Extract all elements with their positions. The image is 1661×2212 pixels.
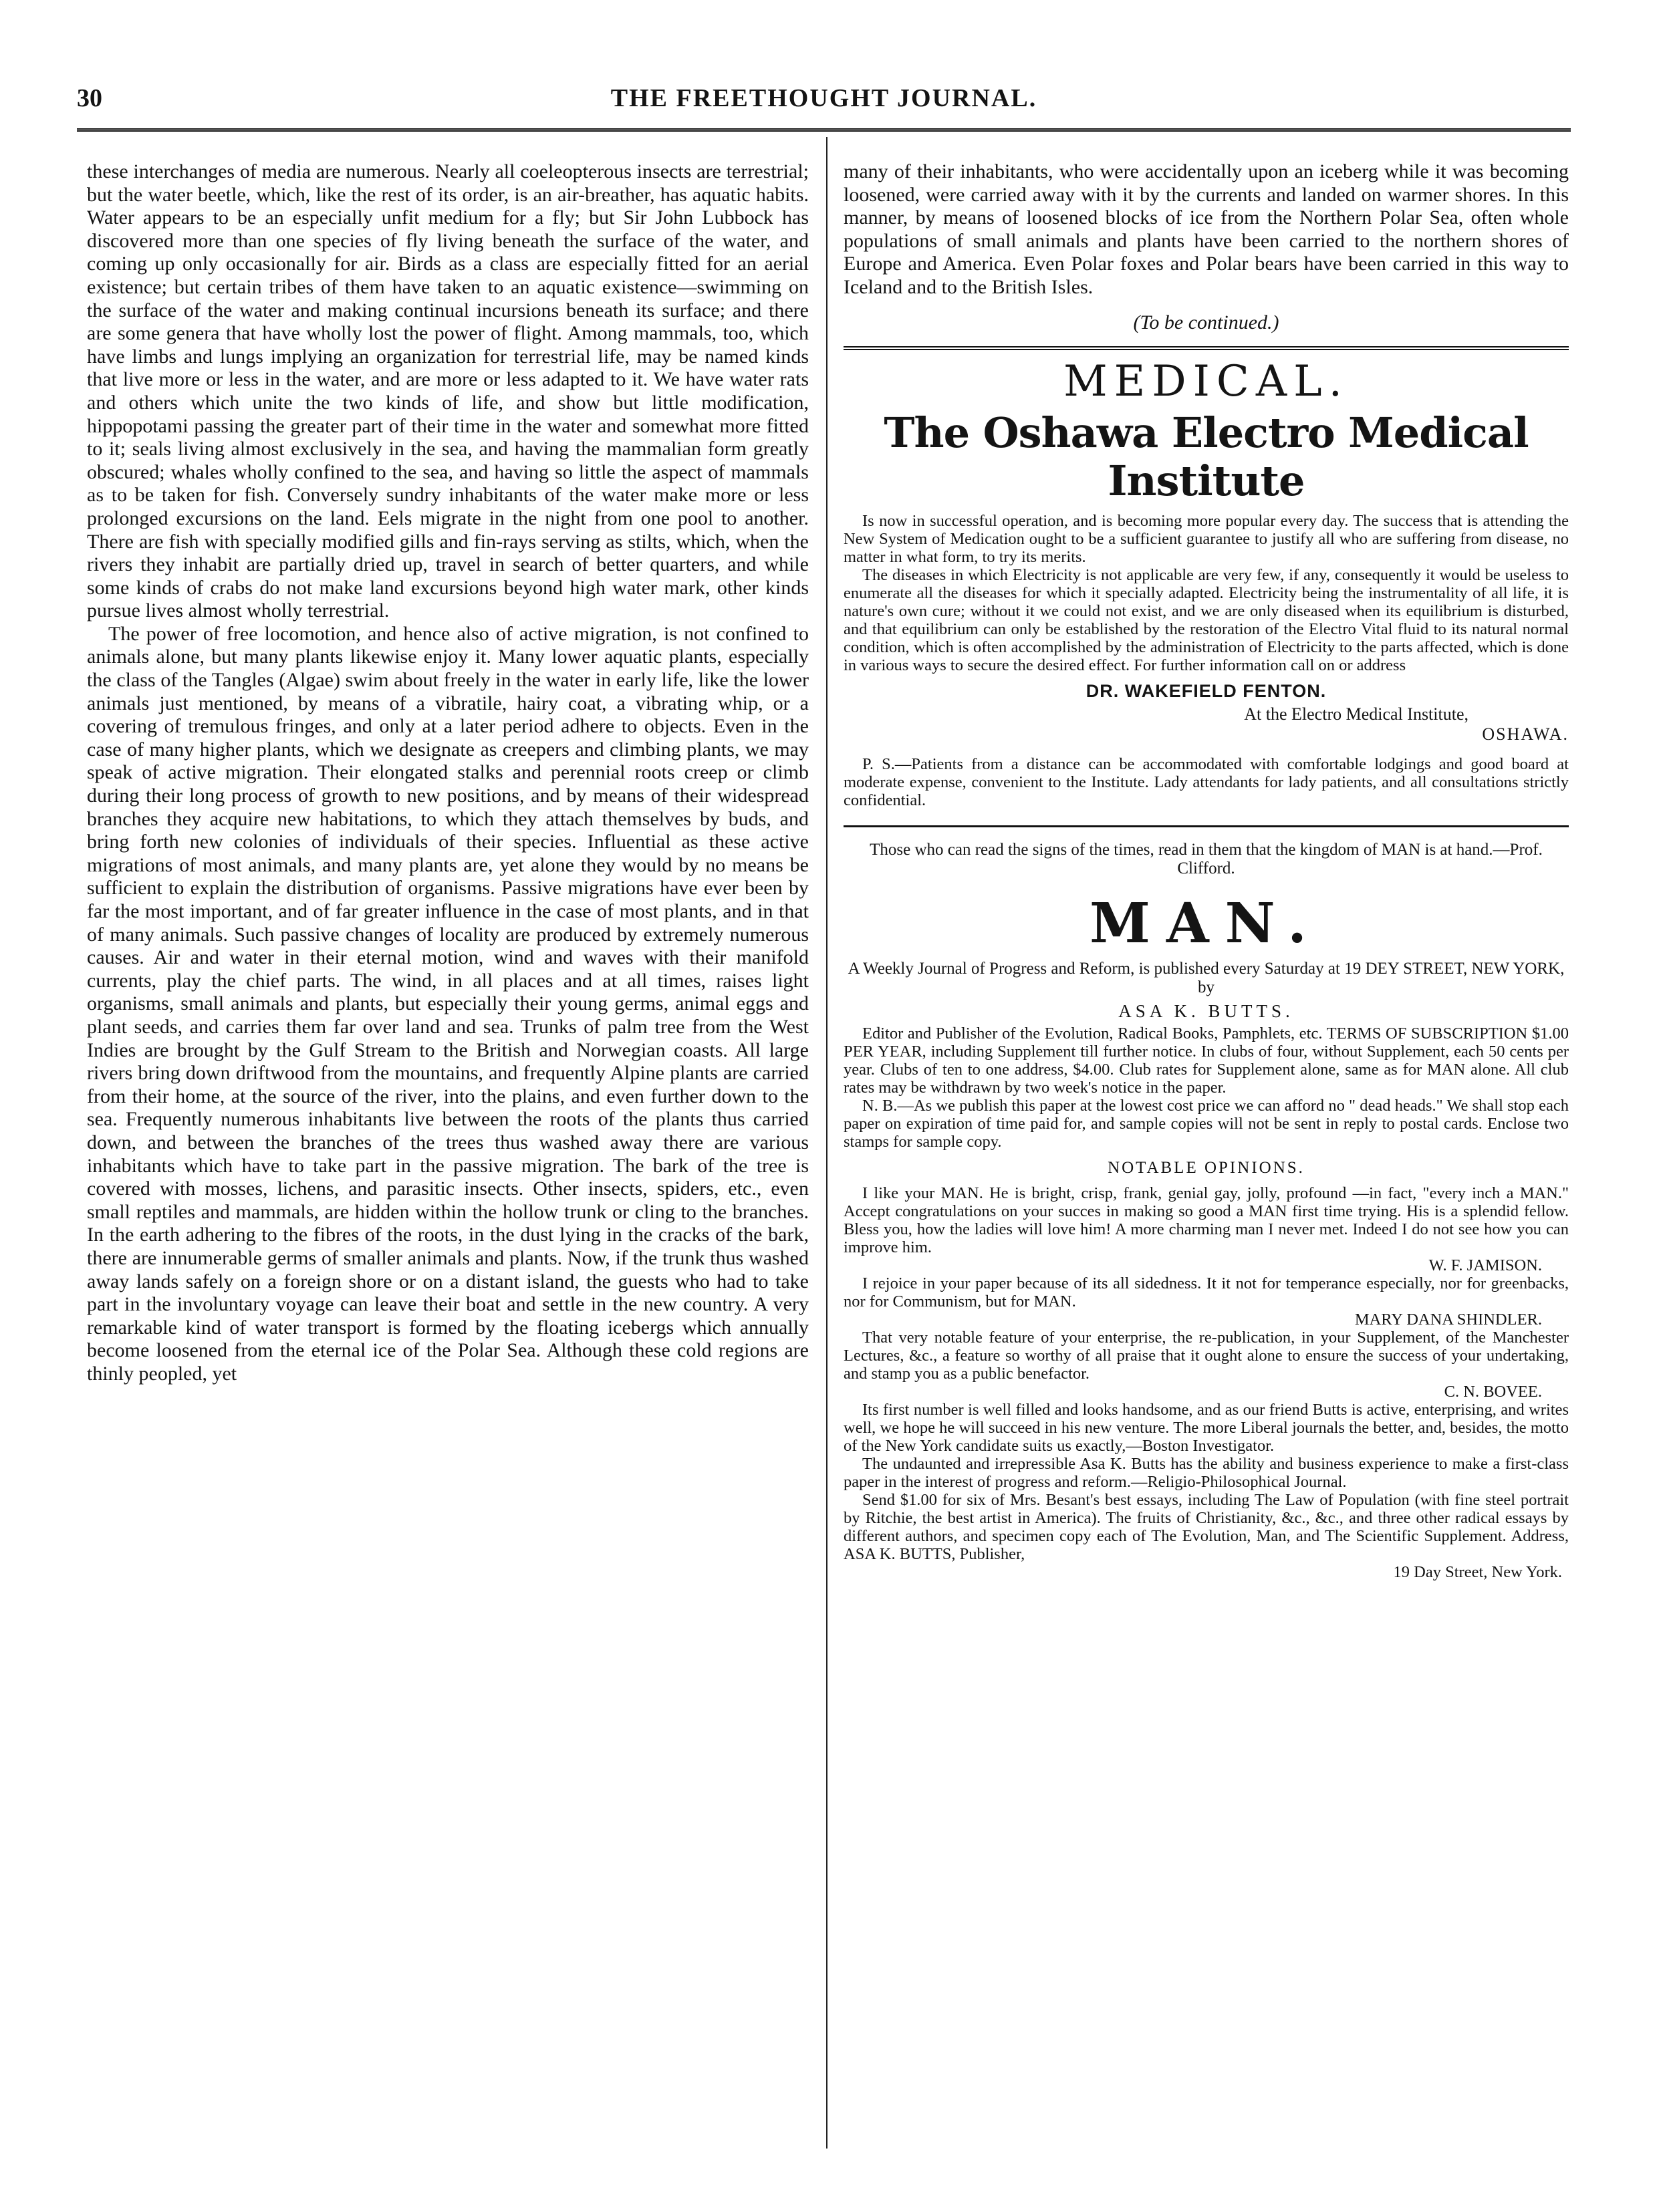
to-be-continued: (To be continued.) — [1133, 311, 1279, 333]
article-continuation: many of their inhabitants, who were accidentally upon an iceberg while it was becoming loosened, were carried away with it by the currents and landed on warmer shores. In this manner, by means of loosened blocks of ice from the Northern Polar Sea, often whole populations of small animals and plants have been carried to the northern shores of Europe and America. Even Polar foxes and Polar bears have been carried in this way to Iceland and to the British Isles. — [844, 160, 1569, 298]
doctor-city: OSHAWA. — [1482, 724, 1569, 744]
opinion-text: The undaunted and irrepressible Asa K. Butts has the ability and business experience to make a first-class paper in the interest of progress and reform.—Religio-Philosophical Journal. — [844, 1454, 1569, 1491]
medical-paragraph: Is now in successful operation, and is becoming more popular every day. The success that is attending the New System of Medication ought to be a sufficient guarantee to justify all who are suffering from disease, no matter in what form, to try its merits. — [844, 511, 1569, 566]
opinion-text: I rejoice in your paper because of its all sidedness. It it not for temperance especially, nor for greenbacks, nor for Communism, but for MAN. — [844, 1274, 1569, 1310]
terms-paragraph: N. B.—As we publish this paper at the lowest cost price we can afford no " dead heads." We shall stop each paper on expiration of time paid for, and sample copies will not be sent in reply to postal cards. Enclose two stamps for sample copy. — [844, 1096, 1569, 1151]
section-rule — [844, 825, 1569, 827]
subscription-terms — [844, 1024, 1569, 1151]
medical-heading: MEDICAL. — [1063, 356, 1349, 406]
opinion-signature: MARY DANA SHINDLER. — [1354, 1310, 1542, 1329]
opinion-signature: W. F. JAMISON. — [1428, 1256, 1542, 1274]
man-title: MAN. — [1090, 891, 1323, 956]
opinion-signature: C. N. BOVEE. — [1444, 1382, 1542, 1401]
institute-title: The Oshawa Electro Medical Institute — [884, 408, 1529, 505]
medical-postscript: P. S.—Patients from a distance can be accommodated with comfortable lodgings and good board at moderate expense, convenient to the Institute. Lady attendants for lady patients, and all consultations strictly confidential. — [844, 754, 1569, 809]
left-column — [87, 160, 809, 1385]
article-paragraph: The power of free locomotion, and hence also of active migration, is not confined to animals alone, but many plants likewise enjoy it. Many lower aquatic plants, especially the class of the Tangles (Algae) swim about freely in the water in early life, like the lower animals just mentioned, by means of a vibratile, hairy coat, a vibrating whip, or a covering of tremulous fringes, and only at a later period adhere to objects. Even in the case of many higher plants, which we designate as creepers and climbing plants, we may speak of active migration. Their elongated stalks and perennial roots creep or climb during their long process of growth to new positions, and by means of their widespread branches they acquire new habitations, to which they attach themselves by buds, and bring forth new colonies of individuals of their species. Influential as these active migrations of most animals, and many plants are, yet alone they would by no means be sufficient to explain the distribution of organisms. Passive migrations have ever been by far the most important, and of far greater influence in the case of most plants, and in that of many animals. Such passive changes of locality are produced by extremely numerous causes. Air and water in their eternal motion, wind and waves with their manifold currents, play the chief parts. The wind, in all places and at all times, raises light organisms, small animals and plants, but especially their young germs, animal eggs and plant seeds, and carries them far over land and sea. Trunks of palm tree from the West Indies are brought by the Gulf Stream to the British and Norwegian coasts. All large rivers bring down driftwood from the mountains, and frequently Alpine plants are carried from their home, at the source of the river, into the plains, and even further down to the sea. Frequently numerous inhabitants live between the roots of the plants thus carried down, and between the branches of the trees thus washed away there are various inhabitants which have to take part in the passive migration. The bark of the tree is covered with mosses, lichens, and parasitic insects. Other insects, spiders, etc., even small reptiles and mammals, are hidden within the hollow trunk or cling to the branches. In the earth adhering to the fibres of the roots, in the dust lying in the cracks of the bark, there are innumerable germs of smaller animals and plants. Now, if the trunk thus washed away lands safely on a foreign shore or on a distant island, the guests who had to take part in the involuntary voyage can leave their boat and settle in the new country. A very remarkable kind of water transport is formed by the floating icebergs which annually become loosened from the eternal ice of the Polar Sea. Although these cold regions are thinly peopled, yet — [87, 622, 809, 1385]
article-paragraph: these interchanges of media are numerous. Nearly all coeleopterous insects are terrestrial; but the water beetle, which, like the rest of its order, is an air-breather, has aquatic habits. Water appears to be an especially unfit medium for a fly; but Sir John Lubbock has discovered more than one species of fly living beneath the surface of the water, and coming up only occasionally for air. Birds as a class are especially fitted for an aerial existence; but certain tribes of them have taken to an aquatic existence—swimming on the surface of the water and making continual incursions beneath its surface; and there are some genera that have wholly lost the power of flight. Among mammals, too, which have limbs and lungs implying an organization for terrestrial life, may be named kinds that live more or less in the water, and are more or less adapted to it. We have water rats and others which unite the two kinds of life, and show but little modification, hippopotami passing the greater part of their time in the water and somewhat more fitted to it; seals living almost exclusively in the sea, and having the mammalian form greatly obscured; whales wholly confined to the sea, and having so little the aspect of mammals as to be taken for fish. Conversely sundry inhabitants of the water make more or less prolonged excursions on the land. Eels migrate in the night from one pool to another. There are fish with specially modified gills and fin-rays serving as stilts, which, when the rivers they inhabit are partially dried up, travel in search of better quarters, and while some kinds of crabs do not make land excursions beyond high water mark, other kinds pursue lives almost wholly terrestrial. — [87, 160, 809, 622]
right-column — [844, 160, 1569, 1581]
column-divider — [826, 137, 827, 2149]
opinion-text: I like your MAN. He is bright, crisp, frank, genial gay, jolly, profound —in fact, "every inch a MAN." Accept congratulations on your succes in making so good a MAN first time trying. His is a splendid fellow. Bless you, how the ladies will love him! A more charming man I never met. Indeed I do not see how you can improve him. — [844, 1184, 1569, 1256]
medical-paragraph: The diseases in which Electricity is not applicable are very few, if any, consequently it would be useless to enumerate all the diseases for which it specially adapted. Electricity being the instrumentality of all life, it is nature's own cure; without it we could not exist, and we are only diseased when its equilibrium is disturbed, and that equilibrium can only be established by the restoration of the Electro Vital fluid to its natural normal condition, which is often accomplished by the administration of Electricity to the parts affected, which is done in various ways to secure the desired effect. For further information call on or address — [844, 565, 1569, 674]
opinion-text: Its first number is well filled and looks handsome, and as our friend Butts is active, enterprising, and writes well, we hope he will succeed in his new venture. The more Liberal journals the better, and, besides, the motto of the New York candidate suits us exactly,—Boston Investigator. — [844, 1400, 1569, 1455]
page-header — [77, 84, 1571, 124]
doctor-name: DR. WAKEFIELD FENTON. — [1085, 680, 1327, 701]
man-subtitle: A Weekly Journal of Progress and Reform, is published every Saturday at 19 DEY STREET, NEW YORK, by — [848, 959, 1565, 996]
journal-title: THE FREETHOUGHT JOURNAL. — [610, 84, 1037, 112]
notable-opinions — [844, 1184, 1569, 1581]
opinion-text: Send $1.00 for six of Mrs. Besant's best essays, including The Law of Population (with fine steel portrait by Ritchie, the best artist in America). The fruits of Christianity, &c., &c., and three other radical essays by different authors, and specimen copy each of The Evolution, Man, and The Scientific Supplement. Address, ASA K. BUTTS, Publisher, — [844, 1490, 1569, 1563]
medical-ad-body — [844, 512, 1569, 674]
publisher-address: 19 Day Street, New York. — [1393, 1562, 1562, 1581]
article-continuation-block — [844, 160, 1569, 299]
page-number: 30 — [77, 84, 102, 112]
clifford-quote: Those who can read the signs of the times, read in them that the kingdom of MAN is at hand.—Prof. Clifford. — [870, 840, 1543, 877]
header-rule — [77, 128, 1571, 132]
terms-paragraph: Editor and Publisher of the Evolution, Radical Books, Pamphlets, etc. TERMS OF SUBSCRIPTION $1.00 PER YEAR, including Supplement till further notice. In clubs of four, without Supplement, each 50 cents per year. Clubs of ten to one address, $4.00. Club rates for Supplement alone, same as for MAN alone. All club rates may be withdrawn by two week's notice in the paper. — [844, 1024, 1569, 1097]
notable-opinions-heading: NOTABLE OPINIONS. — [1108, 1158, 1305, 1177]
doctor-address: At the Electro Medical Institute, — [1244, 704, 1468, 724]
section-rule — [844, 346, 1569, 350]
article-body — [87, 160, 809, 1385]
editor-name: ASA K. BUTTS. — [1118, 1000, 1294, 1021]
medical-postscript-block — [844, 755, 1569, 809]
opinion-text: That very notable feature of your enterprise, the re-publication, in your Supplement, of the Manchester Lectures, &c., a feature so worthy of all praise that it ought alone to ensure the success of your undertaking, and stamp you as a public benefactor. — [844, 1328, 1569, 1383]
